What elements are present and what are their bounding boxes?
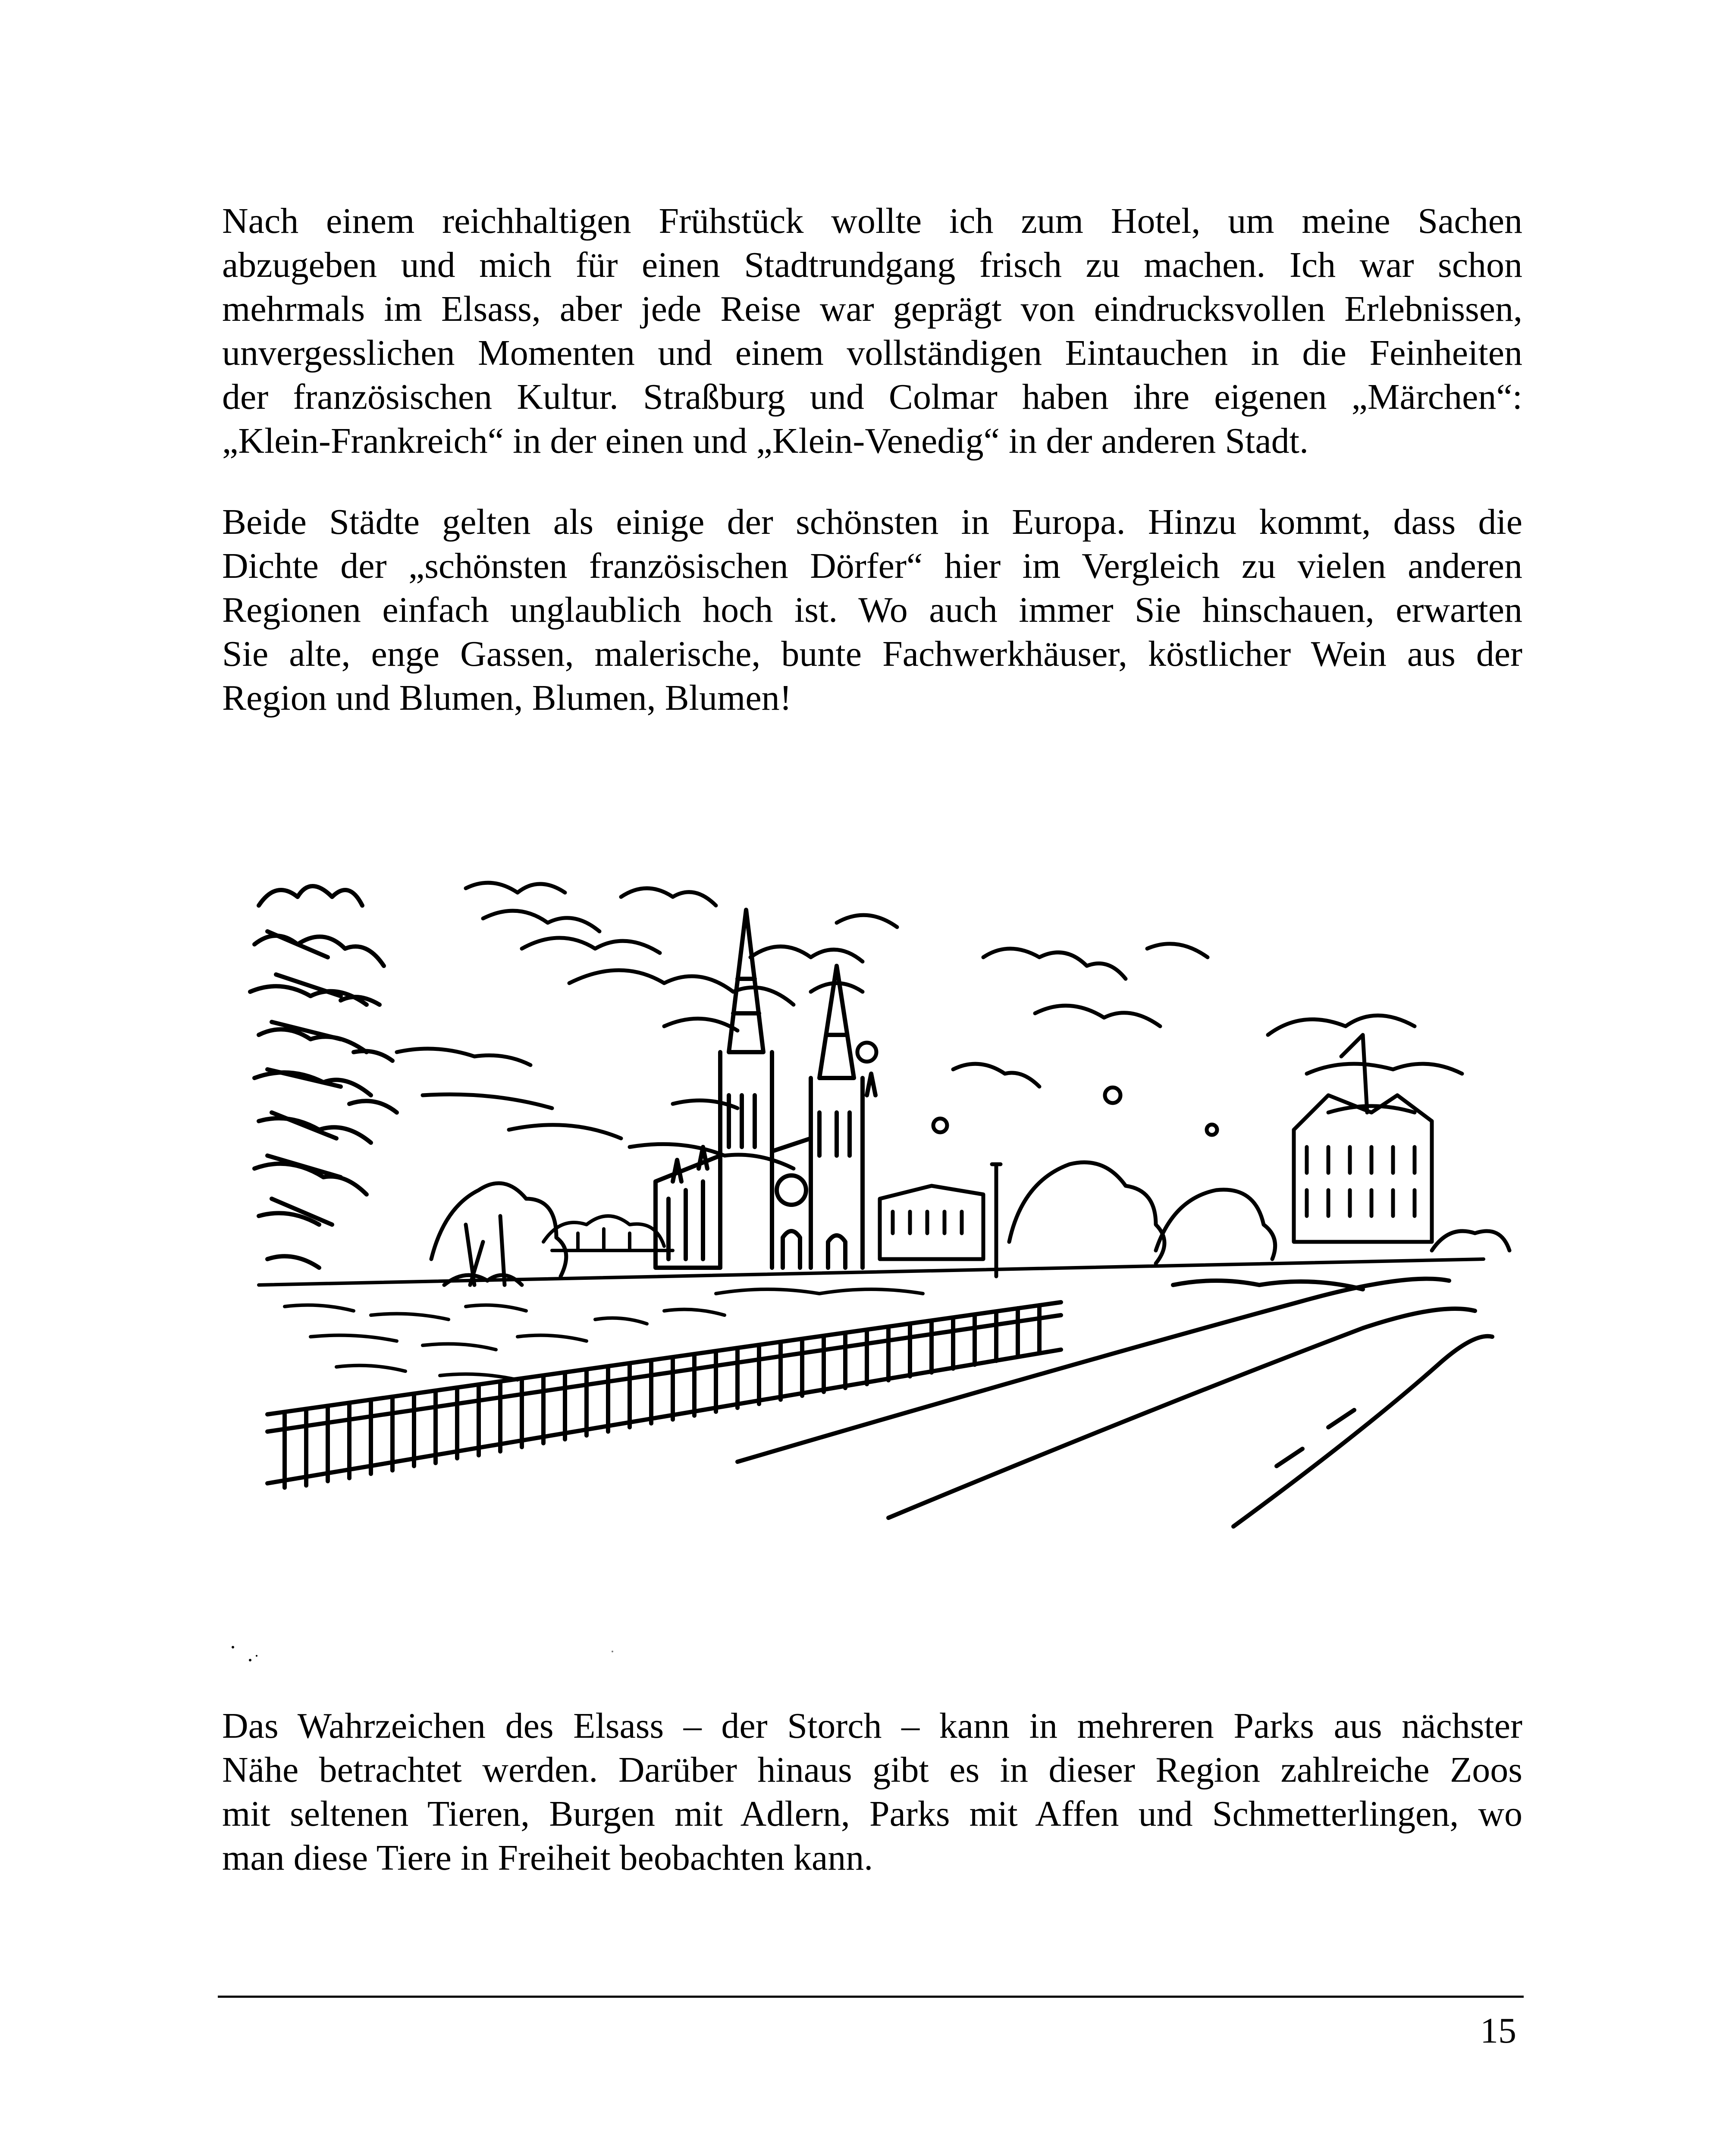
text-line: Nähe betrachtet werden. Darüber hinaus gibt es in dieser Region zahlreiche Zoos [222,1750,1522,1790]
text-line: „Klein-Frankreich“ in der einen und „Klein-Venedig“ in der anderen Stadt. [222,421,1309,461]
page-number: 15 [1480,2011,1516,2051]
text-line: der französischen Kultur. Straßburg und Colmar haben ihre eigenen „Märchen“: [222,377,1522,417]
text-line: Beide Städte gelten als einige der schönsten in Europa. Hinzu kommt, dass die [222,502,1522,542]
paragraph-cities [222,500,1522,720]
paragraph-intro [222,199,1522,463]
footer-divider [218,1996,1524,1998]
text-line: Region und Blumen, Blumen, Blumen! [222,678,792,718]
paragraph-storch [222,1704,1522,1880]
text-line: Regionen einfach unglaublich hoch ist. Wo auch immer Sie hinschauen, erwarten [222,590,1522,630]
print-specks [216,1634,647,1677]
text-line: mit seltenen Tieren, Burgen mit Adlern, Parks mit Affen und Schmetterlingen, wo [222,1794,1522,1834]
text-line: Das Wahrzeichen des Elsass – der Storch – kann in mehreren Parks aus nächster [222,1706,1522,1746]
text-line: Nach einem reichhaltigen Frühstück wollte ich zum Hotel, um meine Sachen [222,201,1522,241]
cathedral-riverside-sketch-icon [242,871,1518,1544]
text-line: Dichte der „schönsten französischen Dörfer“ hier im Vergleich zu vielen anderen [222,546,1522,586]
text-line: man diese Tiere in Freiheit beobachten kann. [222,1838,873,1878]
text-line: mehrmals im Elsass, aber jede Reise war geprägt von eindrucksvollen Erlebnissen, [222,289,1522,329]
text-line: unvergesslichen Momenten und einem vollständigen Eintauchen in die Feinheiten [222,333,1522,373]
text-line: Sie alte, enge Gassen, malerische, bunte Fachwerkhäuser, köstlicher Wein aus der [222,634,1522,674]
text-line: abzugeben und mich für einen Stadtrundgang frisch zu machen. Ich war schon [222,245,1522,285]
